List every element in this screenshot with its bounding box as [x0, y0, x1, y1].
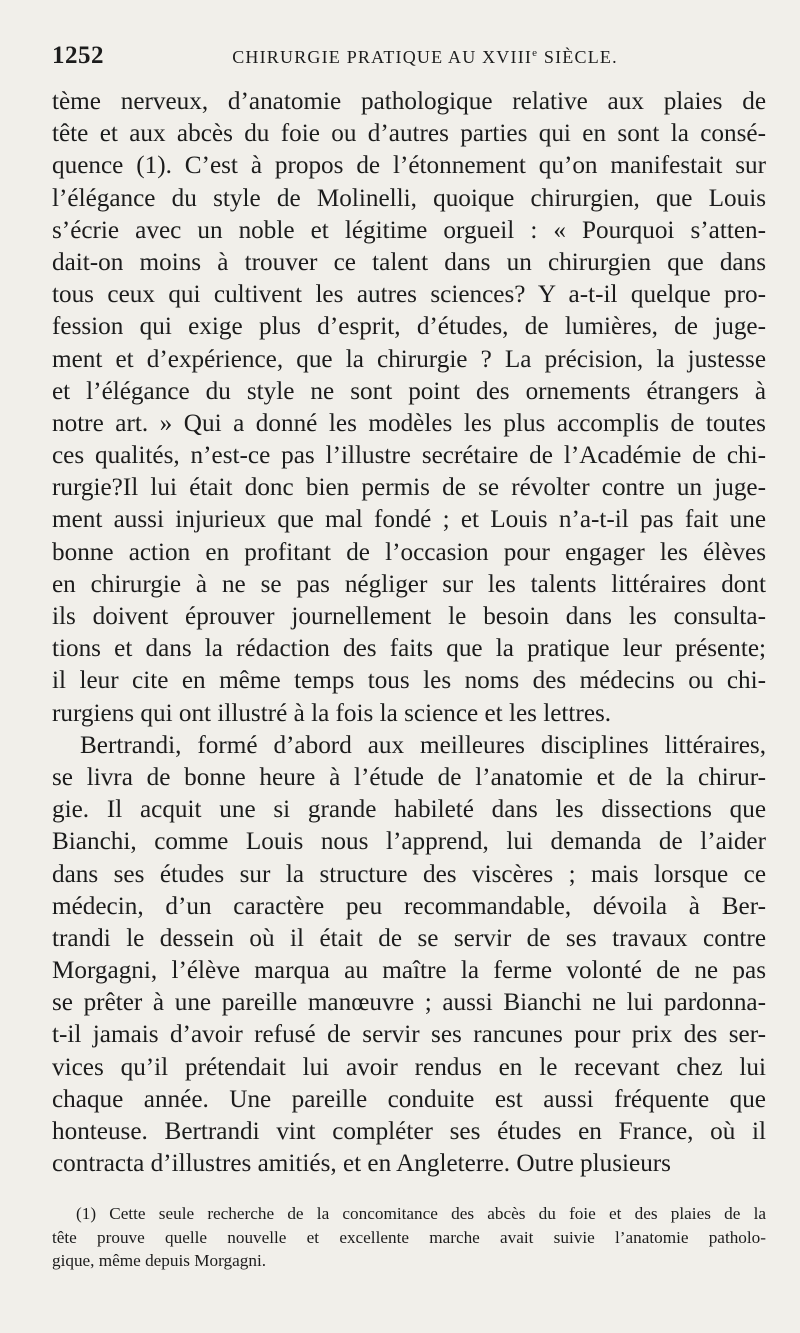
text-line: et l’élégance du style ne sont point des ornements étrangers à — [52, 377, 766, 405]
text-line: chaque année. Une pareille conduite est aussi fréquente que — [52, 1085, 766, 1113]
text-line: médecin, d’un caractère peu recommandable, dévoila à Ber- — [52, 892, 766, 920]
text-line: honteuse. Bertrandi vint compléter ses études en France, où il — [52, 1118, 766, 1145]
text-line: bonne action en profitant de l’occasion pour engager les élèves — [52, 538, 766, 566]
text-line: tions et dans la rédaction des faits que la pratique leur présente; — [52, 635, 766, 663]
text-line: vices qu’il prétendait lui avoir rendus en le recevant chez lui — [52, 1053, 766, 1081]
text-line: dans ses études sur la structure des viscères ; mais lorsque ce — [52, 860, 766, 888]
running-title-end: SIÈCLE. — [538, 47, 618, 67]
footnote-line: (1) Cette seule recherche de la concomitance des abcès du foie et des plaies de la — [76, 1204, 766, 1224]
footnote-line: gique, même depuis Morgagni. — [52, 1251, 267, 1271]
text-line: notre art. » Qui a donné les modèles les plus accomplis de toutes — [52, 409, 766, 437]
footnote — [52, 1202, 766, 1273]
running-title — [104, 47, 766, 68]
page-header — [52, 42, 766, 78]
text-line: rurgiens qui ont illustré à la fois la science et les lettres. — [52, 699, 612, 727]
text-line: quence (1). C’est à propos de l’étonnement qu’on manifestait sur — [52, 152, 766, 180]
running-title-superscript: e — [532, 47, 539, 59]
page-number: 1252 — [52, 42, 104, 69]
body-text — [52, 86, 766, 1180]
text-line: gie. Il acquit une si grande habileté dans les dissections que — [52, 796, 766, 824]
text-line: l’élégance du style de Molinelli, quoique chirurgien, que Louis — [52, 184, 766, 212]
text-line: il leur cite en même temps tous les noms des médecins ou chi- — [52, 667, 766, 695]
text-line: Bertrandi, formé d’abord aux meilleures disciplines littéraires, — [80, 731, 766, 759]
text-line: rurgie?Il lui était donc bien permis de se révolter contre un juge- — [52, 474, 766, 502]
footnote-line: tête prouve quelle nouvelle et excellente marche avait suivie l’anatomie patholo- — [52, 1227, 766, 1247]
text-line: s’écrie avec un noble et légitime orgueil : « Pourquoi s’atten- — [52, 216, 766, 244]
text-line: fession qui exige plus d’esprit, d’études, de lumières, de juge- — [52, 313, 766, 341]
text-line: contracta d’illustres amitiés, et en Angleterre. Outre plusieurs — [52, 1150, 671, 1178]
running-title-main: CHIRURGIE PRATIQUE AU XVIII — [232, 47, 533, 67]
text-line: se livra de bonne heure à l’étude de l’anatomie et de la chirur- — [52, 763, 766, 791]
text-line: trandi le dessein où il était de se servir de ses travaux contre — [52, 924, 766, 952]
text-line: ment aussi injurieux que mal fondé ; et Louis n’a-t-il pas fait une — [52, 506, 766, 534]
text-line: Bianchi, comme Louis nous l’apprend, lui demanda de l’aider — [52, 828, 766, 856]
text-line: se prêter à une pareille manœuvre ; aussi Bianchi ne lui pardonna- — [52, 989, 766, 1017]
text-line: Morgagni, l’élève marqua au maître la ferme volonté de ne pas — [52, 957, 766, 985]
text-line: ment et d’expérience, que la chirurgie ? La précision, la justesse — [52, 345, 766, 373]
text-line: t-il jamais d’avoir refusé de servir ses rancunes pour prix des ser- — [52, 1021, 766, 1049]
text-line: en chirurgie à ne se pas négliger sur les talents littéraires dont — [52, 570, 766, 598]
text-line: ils doivent éprouver journellement le besoin dans les consulta- — [52, 603, 766, 630]
text-line: tête et aux abcès du foie ou d’autres parties qui en sont la consé- — [52, 120, 766, 148]
text-line: ces qualités, n’est-ce pas l’illustre secrétaire de l’Académie de chi- — [52, 442, 766, 470]
text-line: tème nerveux, d’anatomie pathologique relative aux plaies de — [52, 88, 766, 115]
text-line: dait-on moins à trouver ce talent dans un chirurgien que dans — [52, 248, 766, 276]
text-line: tous ceux qui cultivent les autres sciences? Y a-t-il quelque pro- — [52, 281, 766, 309]
